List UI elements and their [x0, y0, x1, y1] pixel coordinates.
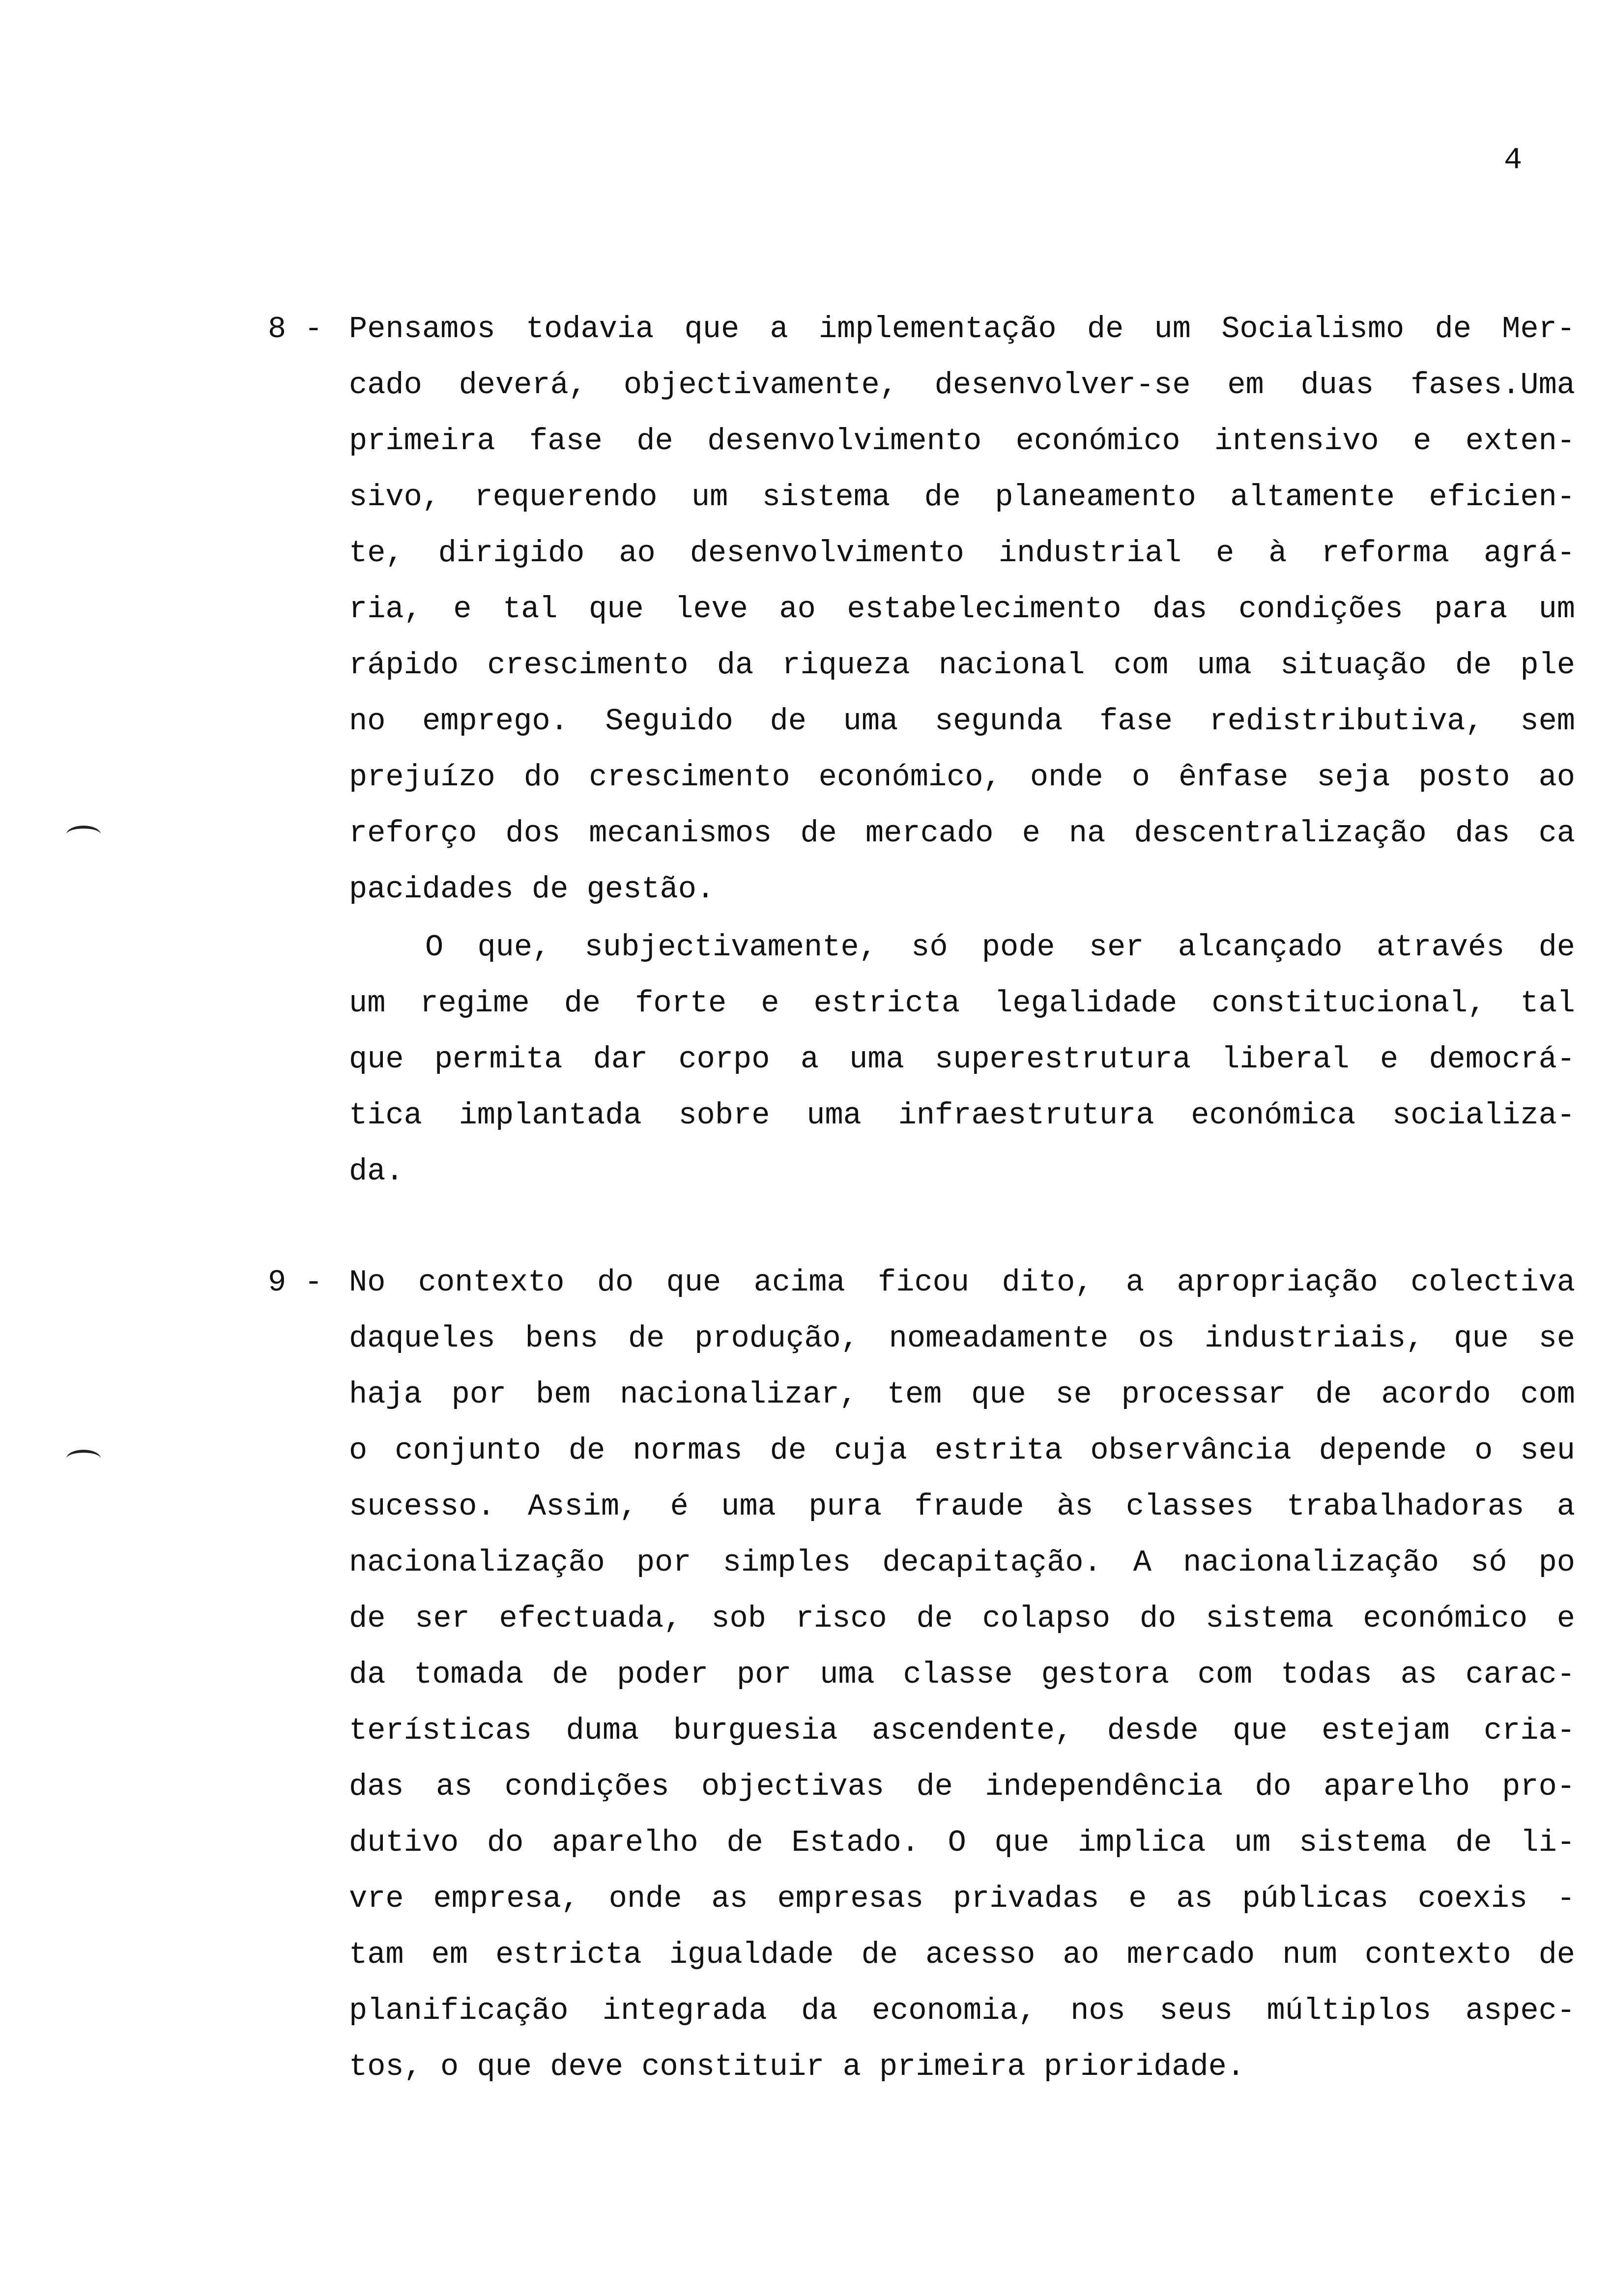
text-line: haja por bem nacionalizar, tem que se processar de acordo com — [349, 1377, 1575, 1412]
text-line: ria, e tal que leve ao estabelecimento das condições para um — [349, 592, 1575, 627]
section-8-paragraph-1 — [349, 301, 1575, 918]
text-line: tica implantada sobre uma infraestrutura económica socializa- — [349, 1098, 1575, 1133]
text-line: vre empresa, onde as empresas privadas e as públicas coexis - — [349, 1881, 1575, 1916]
text-line: Pensamos todavia que a implementação de um Socialismo de Mer- — [349, 312, 1575, 346]
text-line: um regime de forte e estricta legalidade constitucional, tal — [349, 986, 1575, 1021]
text-line: cado deverá, objectivamente, desenvolver-se em duas fases.Uma — [349, 368, 1575, 402]
text-line: No contexto do que acima ficou dito, a apropriação colectiva — [349, 1265, 1575, 1300]
text-line: dutivo do aparelho de Estado. O que implica um sistema de li- — [349, 1825, 1575, 1860]
text-line: rápido crescimento da riqueza nacional com uma situação de ple — [349, 648, 1575, 683]
page-number: 4 — [1504, 143, 1523, 177]
text-line: prejuízo do crescimento económico, onde o ênfase seja posto ao — [349, 760, 1575, 795]
text-line: terísticas duma burguesia ascendente, desde que estejam cria- — [349, 1713, 1575, 1748]
section-9-paragraph-1 — [349, 1255, 1575, 2095]
text-line: te, dirigido ao desenvolvimento industrial e à reforma agrá- — [349, 536, 1575, 571]
text-line: sivo, requerendo um sistema de planeamento altamente eficien- — [349, 480, 1575, 515]
text-line: O que, subjectivamente, só pode ser alcançado através de — [425, 930, 1575, 965]
text-line: primeira fase de desenvolvimento económico intensivo e exten- — [349, 424, 1575, 459]
text-line: de ser efectuada, sob risco de colapso do sistema económico e — [349, 1601, 1575, 1636]
section-8-paragraph-2 — [349, 919, 1575, 1200]
section-number-8: 8 - — [268, 312, 323, 346]
text-line: tos, o que deve constituir a primeira prioridade. — [349, 2049, 1245, 2084]
text-line: reforço dos mecanismos de mercado e na descentralização das ca — [349, 816, 1575, 851]
punch-hole-mark — [66, 1450, 101, 1467]
text-line: planificação integrada da economia, nos seus múltiplos aspec- — [349, 1993, 1575, 2028]
text-line: o conjunto de normas de cuja estrita observância depende o seu — [349, 1433, 1575, 1468]
text-line: pacidades de gestão. — [349, 872, 715, 907]
text-line: que permita dar corpo a uma superestrutura liberal e democrá- — [349, 1042, 1575, 1077]
punch-hole-mark — [66, 826, 101, 843]
text-line: das as condições objectivas de independência do aparelho pro- — [349, 1769, 1575, 1804]
text-line: daqueles bens de produção, nomeadamente os industriais, que se — [349, 1321, 1575, 1356]
text-line: da. — [349, 1154, 404, 1189]
text-line: sucesso. Assim, é uma pura fraude às classes trabalhadoras a — [349, 1489, 1575, 1524]
section-number-9: 9 - — [268, 1265, 323, 1300]
text-line: nacionalização por simples decapitação. A nacionalização só po — [349, 1545, 1575, 1580]
text-line: tam em estricta igualdade de acesso ao mercado num contexto de — [349, 1937, 1575, 1972]
text-line: da tomada de poder por uma classe gestora com todas as carac- — [349, 1657, 1575, 1692]
text-line: no emprego. Seguido de uma segunda fase redistributiva, sem — [349, 704, 1575, 739]
